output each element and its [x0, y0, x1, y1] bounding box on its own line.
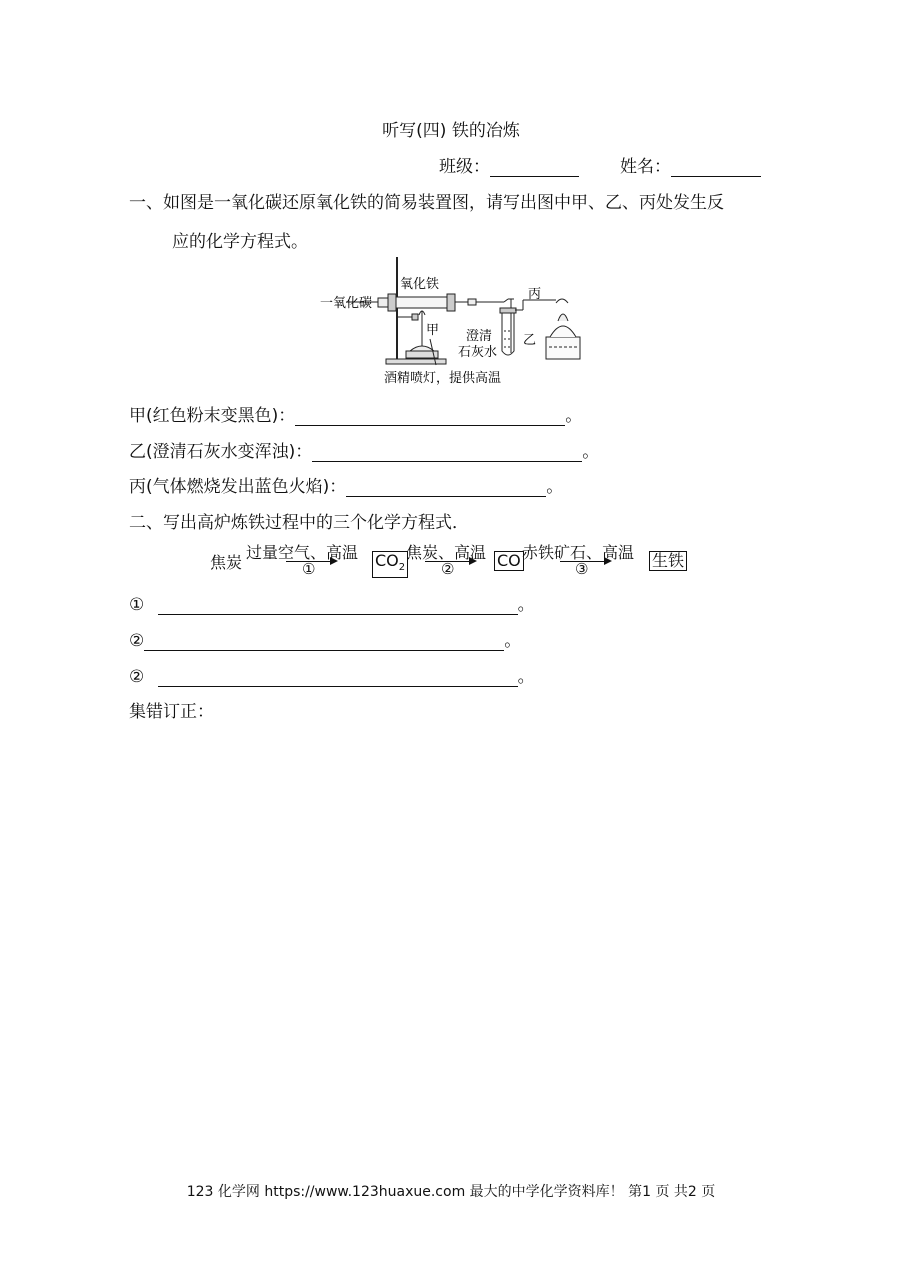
answer-eq2-label: ② — [129, 631, 145, 651]
flow-step2-condition: 焦炭、高温 — [406, 543, 487, 562]
limewater-label-1: 澄清 — [466, 329, 493, 344]
flow-co2-box — [372, 551, 408, 578]
flow-step1-condition: 过量空气、高温 — [246, 543, 359, 562]
answer-jia-row — [129, 401, 582, 426]
flow-step3-condition: 赤铁矿石、高温 — [522, 543, 635, 562]
answer-yi-label: 乙(澄清石灰水变浑浊)： — [129, 442, 313, 462]
answer-jia-end: 。 — [565, 406, 583, 426]
question-1-line-2: 应的化学方程式。 — [172, 232, 308, 252]
answer-bing-row — [129, 472, 563, 497]
name-label: 姓名： — [620, 157, 671, 177]
co-label: 一氧化碳 — [320, 296, 373, 311]
answer-jia-blank[interactable] — [295, 407, 565, 426]
flow-arrowhead-3 — [604, 557, 612, 565]
answer-yi-row — [129, 437, 599, 462]
page-title: 听写(四) 铁的冶炼 — [382, 121, 520, 141]
answer-eq2-end: 。 — [504, 631, 522, 651]
name-field-row — [620, 152, 761, 177]
class-blank[interactable] — [490, 158, 579, 177]
flow-step2-number: ② — [441, 560, 455, 578]
lamp-caption: 酒精喷灯，提供高温 — [384, 371, 502, 386]
flow-step1-number: ① — [302, 560, 316, 578]
answer-jia-label: 甲(红色粉末变黑色)： — [129, 406, 296, 426]
answer-eq3-end: 。 — [517, 667, 535, 687]
question-1-line-1: 一、如图是一氧化碳还原氧化铁的简易装置图，请写出图中甲、乙、丙处发生反 — [129, 193, 724, 213]
flow-start: 焦炭 — [210, 553, 243, 572]
flow-co2-subscript: 2 — [398, 562, 406, 574]
flow-step3-number: ③ — [575, 560, 589, 578]
answer-eq1-row — [129, 590, 535, 615]
page-footer: 123 化学网 https://www.123huaxue.com 最大的中学化学资料库！ 第1 页 共2 页 — [186, 1184, 716, 1200]
answer-eq1-blank[interactable] — [158, 596, 518, 615]
apparatus-diagram — [318, 255, 598, 390]
class-field-row — [439, 152, 579, 177]
flow-arrowhead-2 — [469, 557, 477, 565]
jia-label: 甲 — [426, 323, 440, 338]
answer-yi-end: 。 — [582, 442, 600, 462]
yi-label: 乙 — [523, 333, 537, 348]
answer-eq3-blank[interactable] — [158, 668, 518, 687]
answer-eq1-end: 。 — [517, 595, 535, 615]
flow-end-box: 生铁 — [649, 551, 687, 571]
flow-co2-text: CO — [375, 551, 399, 570]
bing-label: 丙 — [528, 287, 542, 302]
fe2o3-label: 氧化铁 — [400, 277, 440, 292]
answer-eq3-label: ② — [129, 667, 145, 687]
answer-bing-label: 丙(气体燃烧发出蓝色火焰)： — [129, 477, 347, 497]
answer-bing-blank[interactable] — [346, 478, 546, 497]
answer-bing-end: 。 — [546, 477, 564, 497]
flow-co-box: CO — [494, 551, 524, 571]
flow-arrowhead-1 — [330, 557, 338, 565]
correction-label: 集错订正： — [129, 702, 214, 722]
limewater-label-2: 石灰水 — [458, 345, 498, 360]
answer-eq3-row — [129, 662, 535, 687]
answer-yi-blank[interactable] — [312, 443, 582, 462]
name-blank[interactable] — [671, 158, 761, 177]
question-2: 二、写出高炉炼铁过程中的三个化学方程式． — [129, 513, 469, 533]
answer-eq2-blank[interactable] — [144, 632, 504, 651]
answer-eq1-label: ① — [129, 595, 145, 615]
class-label: 班级： — [439, 157, 490, 177]
apparatus-figure — [318, 255, 598, 390]
answer-eq2-row — [129, 626, 521, 651]
